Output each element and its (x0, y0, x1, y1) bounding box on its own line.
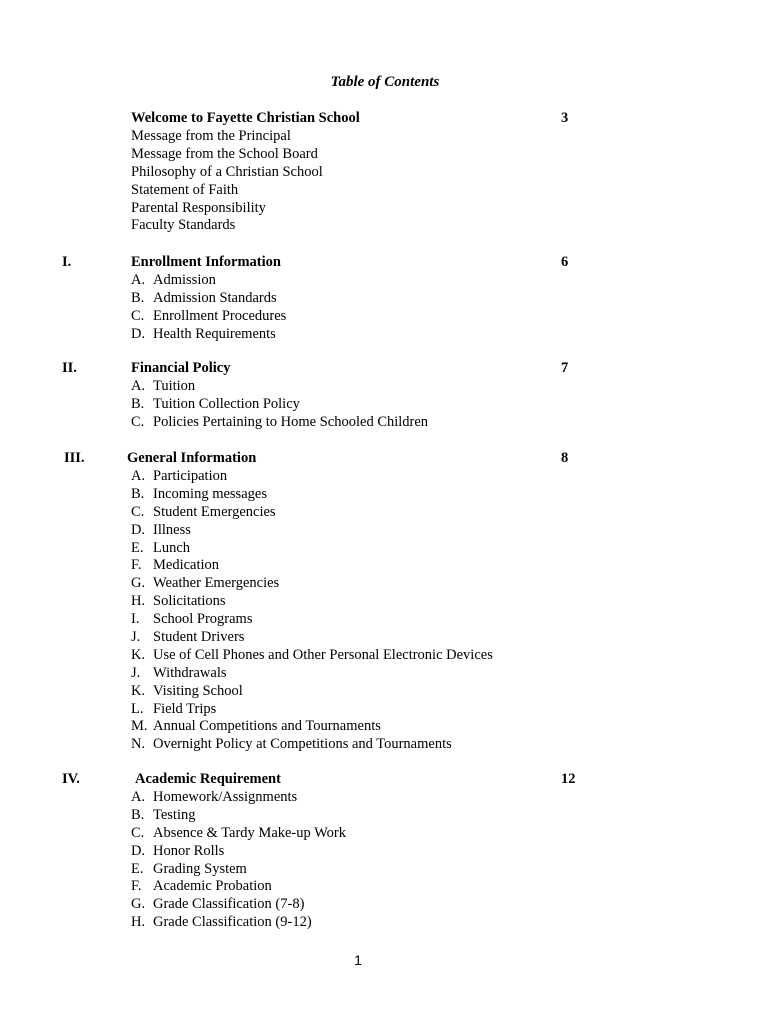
entry-text: Withdrawals (153, 664, 227, 681)
toc-entry (131, 878, 346, 896)
section-numeral: II. (62, 360, 77, 376)
entry-letter: L. (131, 700, 144, 717)
entry-text: Admission Standards (153, 289, 277, 306)
toc-entry (131, 217, 323, 235)
toc-entry (131, 200, 323, 218)
toc-entry (131, 164, 323, 182)
toc-entry (131, 629, 493, 647)
entry-letter: A. (131, 272, 146, 288)
entry-letter: G. (131, 896, 146, 913)
entry-text: Testing (153, 806, 196, 823)
toc-entry (131, 146, 323, 164)
entry-letter: B. (131, 289, 145, 306)
entry-text: Medication (153, 557, 220, 574)
section-item-list (131, 789, 346, 932)
section-heading: Welcome to Fayette Christian School (131, 110, 360, 126)
entry-text: Parental Responsibility (131, 199, 266, 216)
entry-letter: F. (131, 557, 142, 574)
toc-entry (131, 540, 493, 558)
toc-entry (131, 593, 493, 611)
toc-entry (131, 557, 493, 575)
entry-text: Student Emergencies (153, 503, 276, 520)
entry-letter: G. (131, 575, 146, 592)
toc-entry (131, 647, 493, 665)
entry-letter: J. (131, 664, 141, 681)
entry-letter: D. (131, 521, 146, 538)
entry-text: Academic Probation (153, 878, 272, 895)
toc-entry (131, 825, 346, 843)
toc-entry (131, 611, 493, 629)
toc-entry (131, 290, 286, 308)
toc-entry (131, 683, 493, 701)
entry-text: Grading System (153, 860, 247, 877)
entry-text: School Programs (153, 611, 253, 628)
entry-text: Message from the School Board (131, 145, 318, 162)
section-page-number: 3 (561, 110, 569, 126)
section-heading: Academic Requirement (135, 771, 281, 787)
entry-text: Faculty Standards (131, 217, 236, 234)
toc-entry (131, 701, 493, 719)
toc-entry (131, 789, 346, 807)
section-item-list (131, 128, 323, 235)
section-numeral: I. (62, 254, 72, 270)
section-item-list (131, 468, 493, 754)
entry-letter: K. (131, 682, 146, 699)
entry-text: Admission (153, 272, 216, 288)
entry-letter: A. (131, 468, 146, 484)
entry-text: Weather Emergencies (153, 575, 280, 592)
toc-entry (131, 414, 428, 432)
section-heading: Financial Policy (131, 360, 231, 376)
entry-text: Statement of Faith (131, 181, 239, 198)
toc-entry (131, 896, 346, 914)
entry-text: Enrollment Procedures (153, 307, 287, 324)
entry-text: Absence & Tardy Make-up Work (153, 824, 346, 841)
section-numeral: III. (64, 450, 85, 466)
entry-text: Participation (153, 468, 228, 484)
section-page-number: 12 (561, 771, 576, 787)
entry-letter: A. (131, 789, 146, 805)
page-title: Table of Contents (330, 74, 440, 90)
section-numeral: IV. (62, 771, 80, 787)
toc-entry (131, 522, 493, 540)
entry-letter: B. (131, 806, 145, 823)
entry-text: Illness (153, 521, 191, 538)
toc-entry (131, 843, 346, 861)
entry-text: Annual Competitions and Tournaments (153, 718, 381, 735)
page-number: 1 (354, 952, 362, 968)
section-page-number: 7 (561, 360, 569, 376)
toc-entry (131, 308, 286, 326)
entry-text: Tuition Collection Policy (153, 395, 300, 412)
section-heading: Enrollment Information (131, 254, 281, 270)
entry-text: Grade Classification (9-12) (153, 914, 312, 931)
entry-letter: N. (131, 736, 146, 753)
entry-text: Message from the Principal (131, 128, 291, 144)
toc-entry (131, 665, 493, 683)
entry-letter: D. (131, 325, 146, 342)
toc-entry (131, 914, 346, 932)
entry-letter: I. (131, 611, 140, 628)
section-item-list (131, 272, 286, 344)
toc-entry (131, 378, 428, 396)
entry-letter: F. (131, 878, 142, 895)
toc-entry (131, 504, 493, 522)
toc-entry (131, 486, 493, 504)
entry-text: Health Requirements (153, 325, 276, 342)
section-item-list (131, 378, 428, 432)
entry-text: Student Drivers (153, 629, 245, 646)
toc-entry (131, 182, 323, 200)
toc-entry (131, 468, 493, 486)
entry-letter: M. (131, 718, 148, 735)
entry-text: Philosophy of a Christian School (131, 163, 323, 180)
entry-text: Use of Cell Phones and Other Personal Electronic Devices (153, 646, 493, 663)
section-page-number: 8 (561, 450, 569, 466)
entry-letter: E. (131, 539, 144, 556)
entry-text: Field Trips (153, 700, 217, 717)
toc-entry (131, 718, 493, 736)
entry-letter: H. (131, 914, 146, 931)
entry-text: Policies Pertaining to Home Schooled Children (153, 413, 429, 430)
entry-text: Lunch (153, 539, 191, 556)
entry-letter: C. (131, 413, 145, 430)
entry-text: Homework/Assignments (153, 789, 298, 805)
entry-text: Grade Classification (7-8) (153, 896, 305, 913)
entry-letter: B. (131, 395, 145, 412)
toc-entry (131, 807, 346, 825)
entry-letter: A. (131, 378, 146, 394)
entry-letter: C. (131, 307, 145, 324)
entry-text: Visiting School (153, 682, 243, 699)
entry-text: Honor Rolls (153, 842, 225, 859)
toc-entry (131, 575, 493, 593)
entry-letter: D. (131, 842, 146, 859)
toc-entry (131, 736, 493, 754)
section-heading: General Information (127, 450, 257, 466)
section-page-number: 6 (561, 254, 569, 270)
entry-text: Overnight Policy at Competitions and Tournaments (153, 736, 452, 753)
entry-letter: C. (131, 503, 145, 520)
entry-text: Solicitations (153, 593, 226, 610)
toc-entry (131, 396, 428, 414)
toc-entry (131, 272, 286, 290)
entry-letter: C. (131, 824, 145, 841)
entry-letter: B. (131, 485, 145, 502)
entry-text: Incoming messages (153, 485, 267, 502)
entry-letter: K. (131, 646, 146, 663)
entry-letter: J. (131, 629, 141, 646)
toc-entry (131, 861, 346, 879)
toc-entry (131, 326, 286, 344)
entry-letter: E. (131, 860, 144, 877)
toc-entry (131, 128, 323, 146)
entry-text: Tuition (153, 378, 196, 394)
entry-letter: H. (131, 593, 146, 610)
